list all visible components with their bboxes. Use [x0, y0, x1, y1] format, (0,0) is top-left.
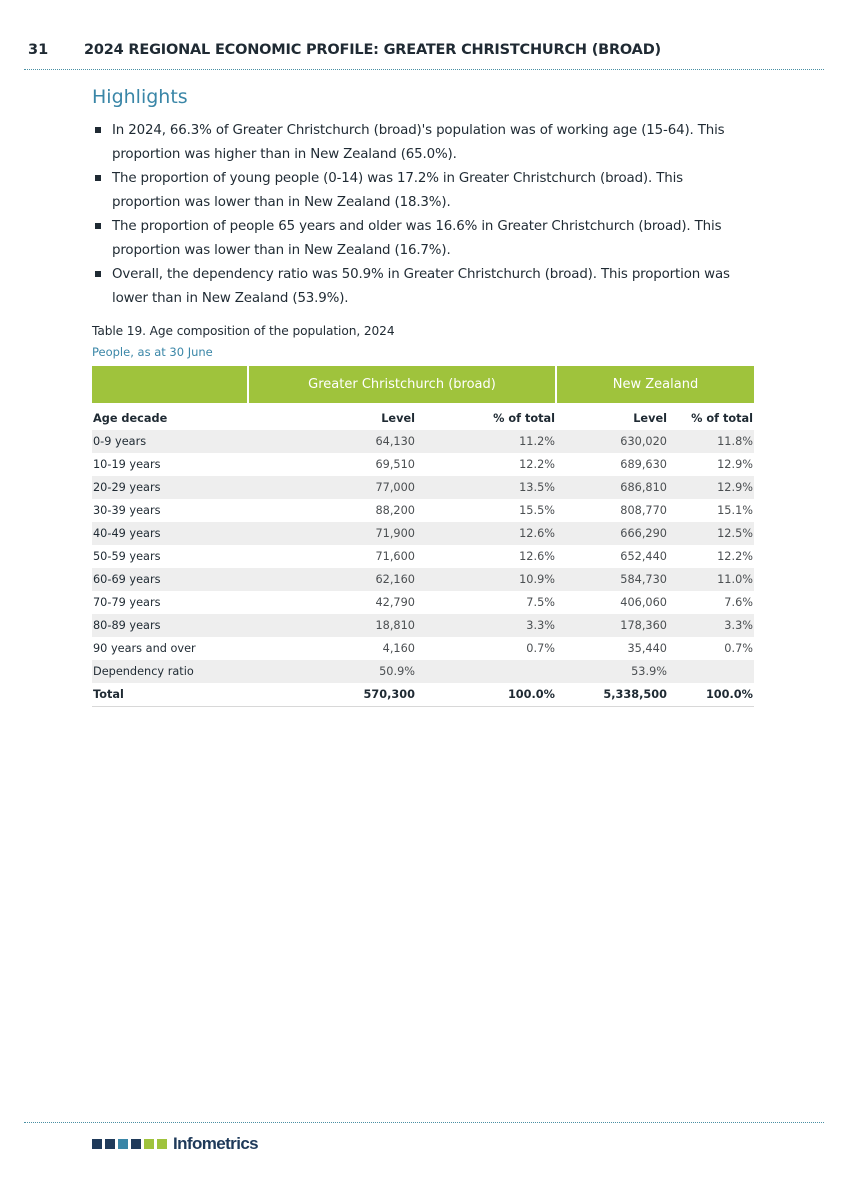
cell-country-level: 53.9%	[556, 660, 668, 683]
table-caption: Table 19. Age composition of the population, 2024	[92, 324, 395, 338]
section-heading: Highlights	[92, 86, 188, 108]
bullet-square-icon	[95, 127, 101, 133]
cell-region-level: 64,130	[248, 430, 416, 453]
cell-country-pct	[668, 660, 754, 683]
bullet-square-icon	[95, 271, 101, 277]
cell-region-level: 42,790	[375, 596, 415, 609]
table-row	[92, 545, 754, 568]
table-row	[92, 614, 754, 637]
cell-region-pct: 7.5%	[526, 596, 555, 609]
cell-region-level: 71,900	[248, 522, 416, 545]
group-header-country: New Zealand	[556, 366, 754, 403]
table-row	[92, 591, 754, 614]
table-row	[92, 660, 754, 683]
cell-region-pct: 12.6%	[416, 522, 556, 545]
cell-age: 40-49 years	[92, 522, 248, 545]
cell-region-level: 4,160	[382, 642, 415, 655]
cell-region-pct: 11.2%	[416, 430, 556, 453]
column-header-region-level: Level	[381, 412, 415, 425]
logo-block-icon	[92, 1139, 102, 1149]
cell-region-pct: 0.7%	[526, 642, 555, 655]
cell-age: Dependency ratio	[92, 660, 248, 683]
cell-region-level: 71,600	[375, 550, 415, 563]
logo-block-icon	[131, 1139, 141, 1149]
cell-country-level: 689,630	[620, 458, 667, 471]
cell-total-country-pct: 100.0%	[668, 683, 754, 707]
column-header-region-pct: % of total	[493, 412, 555, 425]
cell-country-pct: 0.7%	[724, 642, 753, 655]
logo-block-icon	[105, 1139, 115, 1149]
cell-country-pct: 12.9%	[668, 476, 754, 499]
cell-total-region-pct: 100.0%	[416, 683, 556, 707]
cell-country-pct: 11.0%	[668, 568, 754, 591]
logo-text: Infometrics	[173, 1134, 259, 1153]
cell-country-level: 686,810	[556, 476, 668, 499]
cell-region-pct: 3.3%	[416, 614, 556, 637]
table-row	[92, 568, 754, 591]
table-row	[92, 430, 754, 453]
table-row	[92, 637, 754, 660]
logo-block-icon	[144, 1139, 154, 1149]
cell-region-level: 69,510	[375, 458, 415, 471]
cell-age: 90 years and over	[93, 642, 196, 655]
cell-country-pct: 12.2%	[717, 550, 753, 563]
table-row	[92, 499, 754, 522]
cell-country-level: 35,440	[627, 642, 667, 655]
bullet-text: The proportion of people 65 years and older was 16.6% in Greater Christchurch (broad). This proportion was lower than in New Zealand (16.7%).	[112, 219, 722, 258]
bullet-square-icon	[95, 175, 101, 181]
cell-country-pct: 12.9%	[717, 458, 753, 471]
table-row	[92, 522, 754, 545]
cell-country-pct: 15.1%	[717, 504, 753, 517]
column-header-country-level: Level	[633, 412, 667, 425]
cell-age: 50-59 years	[93, 550, 161, 563]
cell-age: 20-29 years	[92, 476, 248, 499]
cell-country-pct: 12.5%	[668, 522, 754, 545]
cell-country-level: 584,730	[556, 568, 668, 591]
cell-country-level: 406,060	[620, 596, 667, 609]
cell-region-pct: 15.5%	[519, 504, 555, 517]
group-header-region: Greater Christchurch (broad)	[248, 366, 556, 403]
cell-region-level: 62,160	[248, 568, 416, 591]
cell-region-level: 50.9%	[248, 660, 416, 683]
page-header	[24, 38, 824, 62]
cell-region-pct: 12.2%	[519, 458, 555, 471]
page-number: 31	[28, 42, 49, 58]
column-header-age-decade: Age decade	[93, 412, 168, 425]
cell-region-pct	[416, 660, 556, 683]
cell-region-pct: 12.6%	[519, 550, 555, 563]
cell-total-label: Total	[92, 683, 248, 707]
footer-divider	[24, 1122, 824, 1123]
age-composition-table	[92, 366, 754, 707]
infometrics-logo	[92, 1134, 258, 1154]
logo-block-icon	[118, 1139, 128, 1149]
list-item	[92, 263, 742, 311]
group-header-blank	[92, 366, 248, 403]
list-item	[92, 119, 742, 167]
highlights-list	[92, 119, 742, 311]
logo-block-icon	[157, 1139, 167, 1149]
cell-age: 60-69 years	[92, 568, 248, 591]
bullet-text: The proportion of young people (0-14) was 17.2% in Greater Christchurch (broad). This proportion was lower than in New Zealand (18.3%).	[112, 171, 683, 210]
cell-region-pct: 10.9%	[416, 568, 556, 591]
table-subcaption: People, as at 30 June	[92, 345, 213, 359]
document-title: 2024 REGIONAL ECONOMIC PROFILE: GREATER CHRISTCHURCH (BROAD)	[84, 42, 661, 58]
table-total-row	[92, 683, 754, 707]
group-header-row	[92, 366, 754, 403]
table-body	[92, 430, 754, 707]
cell-country-level: 808,770	[620, 504, 667, 517]
cell-country-level: 652,440	[620, 550, 667, 563]
cell-age: 70-79 years	[93, 596, 161, 609]
bullet-text: In 2024, 66.3% of Greater Christchurch (broad)'s population was of working age (15-64). This proportion was higher than in New Zealand (65.0%).	[112, 123, 725, 162]
cell-region-level: 18,810	[248, 614, 416, 637]
cell-total-country-level: 5,338,500	[556, 683, 668, 707]
cell-country-level: 630,020	[556, 430, 668, 453]
cell-country-level: 178,360	[556, 614, 668, 637]
table-row	[92, 476, 754, 499]
list-item	[92, 215, 742, 263]
cell-country-pct: 7.6%	[724, 596, 753, 609]
cell-country-pct: 3.3%	[668, 614, 754, 637]
cell-age: 30-39 years	[93, 504, 161, 517]
header-divider	[24, 69, 824, 70]
table-row	[92, 453, 754, 476]
list-item	[92, 167, 742, 215]
cell-total-region-level: 570,300	[248, 683, 416, 707]
cell-region-level: 77,000	[248, 476, 416, 499]
cell-country-level: 666,290	[556, 522, 668, 545]
bullet-square-icon	[95, 223, 101, 229]
bullet-text: Overall, the dependency ratio was 50.9% in Greater Christchurch (broad). This proportion was lower than in New Zealand (53.9%).	[112, 267, 730, 306]
cell-region-pct: 13.5%	[416, 476, 556, 499]
cell-country-pct: 11.8%	[668, 430, 754, 453]
cell-age: 0-9 years	[92, 430, 248, 453]
cell-region-level: 88,200	[375, 504, 415, 517]
column-header-row	[92, 403, 754, 430]
cell-age: 10-19 years	[93, 458, 161, 471]
column-header-country-pct: % of total	[691, 412, 753, 425]
cell-age: 80-89 years	[92, 614, 248, 637]
